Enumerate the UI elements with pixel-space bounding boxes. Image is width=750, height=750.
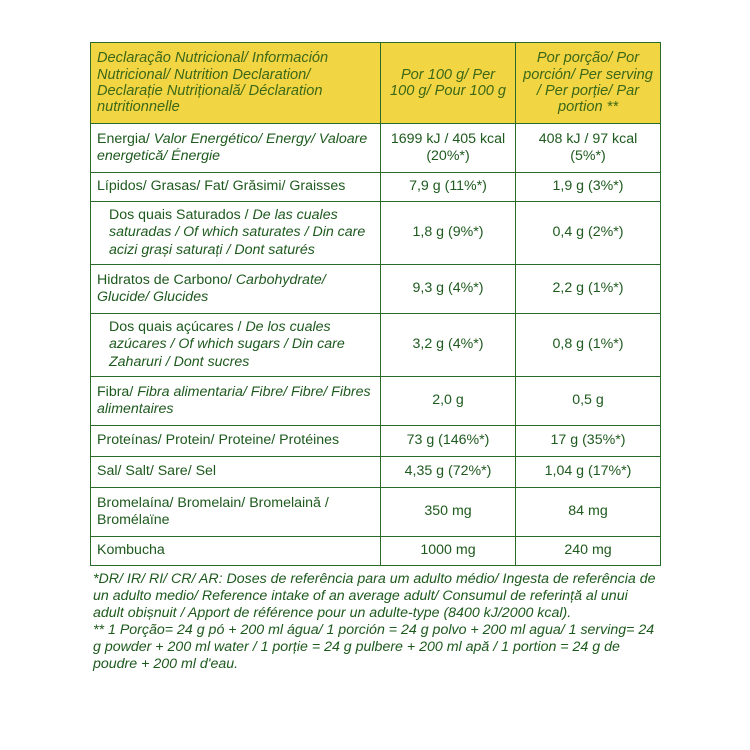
value-per-100g: 1,8 g (9%*) [381,202,516,265]
row-sugars [91,314,661,377]
nutrient-name [91,377,381,426]
value-per-serving: 240 mg [516,537,661,566]
name-italic-part: Fibra alimentaria/ Fibre/ Fibre/ Fibres alimentaires [97,383,371,417]
value-per-serving: 84 mg [516,488,661,537]
value-per-100g: 9,3 g (4%*) [381,265,516,314]
nutrition-panel [90,42,660,566]
name-part: Fibra/ [97,383,138,400]
header-label: Declaração Nutricional/ Información Nutricional/ Nutrition Declaration/ Declarație Nutrițională/ Déclaration nutritionnelle [91,43,381,124]
row-kombucha [91,537,661,566]
value-per-100g: 2,0 g [381,377,516,426]
row-salt [91,457,661,488]
name-part: Dos quais açúcares / [109,319,246,336]
nutrient-name [91,265,381,314]
nutrient-name [91,124,381,173]
nutrient-name [91,488,381,537]
name-part: Sal/ Salt/ Sare/ Sel [97,463,217,480]
name-part: Proteínas/ Protein/ Proteine/ Protéines [97,432,340,449]
row-fibre [91,377,661,426]
value-per-100g: 3,2 g (4%*) [381,314,516,377]
header-per-serving: Por porção/ Por porción/ Per serving / Per porție/ Par portion ** [516,43,661,124]
footnotes [93,571,659,673]
value-per-100g: 7,9 g (11%*) [381,173,516,202]
nutrient-name [91,457,381,488]
value-per-serving: 17 g (35%*) [516,426,661,457]
nutrition-table [90,42,661,566]
name-part: Lípidos/ Grasas/ Fat/ Grăsimi/ Graisses [97,178,346,195]
value-per-serving: 0,8 g (1%*) [516,314,661,377]
name-italic-part: Carbohydrate/ Glucide/ Glucides [97,271,326,305]
name-part: Bromelaína/ Bromelain/ Bromelaină / Bromélaïne [97,494,329,528]
value-per-serving: 1,9 g (3%*) [516,173,661,202]
name-italic-part: De los cuales azúcares / Of which sugars / Din care Zaharuri / Dont sucres [109,319,345,370]
value-per-100g: 4,35 g (72%*) [381,457,516,488]
row-protein [91,426,661,457]
portion-note: ** 1 Porção= 24 g pó + 200 ml água/ 1 porción = 24 g polvo + 200 ml agua/ 1 serving= 24 g powder + 200 ml water / 1 porție = 24 g pulbere + 200 ml apă / 1 portion = 24 g de poudre + 200 ml d'eau. [93,622,655,672]
value-per-serving: 0,5 g [516,377,661,426]
value-per-serving: 2,2 g (1%*) [516,265,661,314]
row-fat [91,173,661,202]
value-per-serving: 1,04 g (17%*) [516,457,661,488]
nutrient-name [91,202,381,265]
name-italic-part: De las cuales saturadas / Of which saturates / Din care acizi grași saturați / Dont saturés [109,207,366,258]
value-per-100g: 1000 mg [381,537,516,566]
row-carbohydrate [91,265,661,314]
value-per-100g: 73 g (146%*) [381,426,516,457]
reference-intake-note: *DR/ IR/ RI/ CR/ AR: Doses de referência para um adulto médio/ Ingesta de referência de un adulto medio/ Reference intake of an average adult/ Consumul de referință al unui adult obișnuit / Apport de référence pour un adulte-type (8400 kJ/2000 kcal). [93,571,656,621]
nutrient-name [91,537,381,566]
nutrient-name [91,314,381,377]
name-italic-part: Valor Energético/ Energy/ Valoare energetică/ Énergie [97,130,368,164]
name-part: Kombucha [97,542,165,559]
nutrient-name [91,426,381,457]
value-per-serving: 0,4 g (2%*) [516,202,661,265]
name-part: Energia/ [97,130,154,147]
header-per-100g: Por 100 g/ Per 100 g/ Pour 100 g [381,43,516,124]
row-bromelain [91,488,661,537]
row-energy [91,124,661,173]
value-per-100g: 1699 kJ / 405 kcal (20%*) [381,124,516,173]
header-row [91,43,661,124]
row-saturates [91,202,661,265]
value-per-100g: 350 mg [381,488,516,537]
value-per-serving: 408 kJ / 97 kcal (5%*) [516,124,661,173]
nutrient-name [91,173,381,202]
name-part: Hidratos de Carbono/ [97,271,236,288]
name-part: Dos quais Saturados / [109,207,253,224]
